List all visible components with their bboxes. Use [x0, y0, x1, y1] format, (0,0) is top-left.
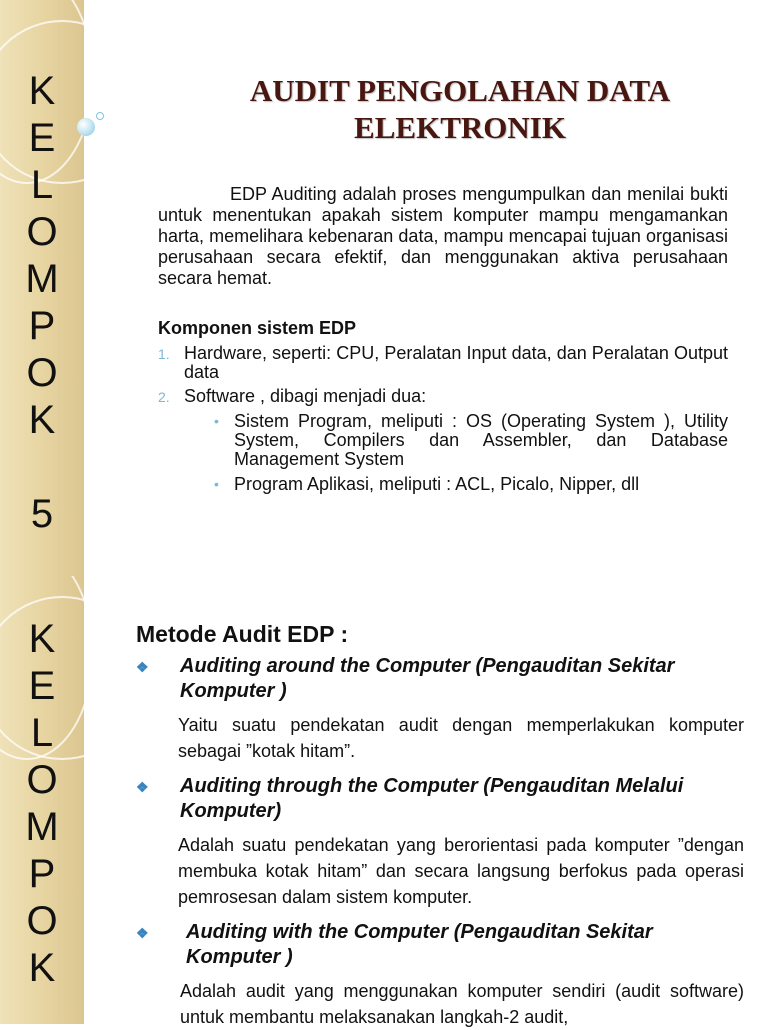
method-description: Yaitu suatu pendekatan audit dengan memperlakukan komputer sebagai ”kotak hitam”. [178, 715, 744, 761]
intro-paragraph: EDP Auditing adalah proses mengumpulkan dan menilai bukti untuk menentukan apakah sistem komputer mampu mengamankan harta, memelihara kebenaran data, mampu mencapai tujuan organisasi perusahaan secara efektif, dan menggunakan aktiva perusahaan secara hemat. [158, 184, 728, 288]
sub-bullet [184, 412, 728, 469]
bullet-dot-icon: • [214, 476, 219, 492]
method-item [136, 774, 744, 910]
vertical-letter [0, 444, 84, 491]
slide-title: AUDIT PENGOLAHAN DATA ELEKTRONIK [249, 73, 671, 145]
method-title-text: Auditing with the Computer (Pengauditan Sekitar Komputer ) [186, 921, 653, 968]
sub-bullet-text: Program Aplikasi, meliputi : ACL, Picalo, Nipper, dll [234, 474, 640, 494]
vertical-letter: K [28, 69, 56, 113]
method-description: Adalah audit yang menggunakan komputer sendiri (audit software) untuk membantu melaksanakan langkah-2 audit, [180, 981, 744, 1027]
method-title [136, 654, 744, 704]
vertical-letter: K [28, 617, 56, 661]
decorative-bubble-icon [77, 118, 95, 136]
list-item [158, 387, 728, 494]
sub-bullet-text: Sistem Program, meliputi : OS (Operating System ), Utility System, Compilers dan Assembler, dan Database Management System [234, 411, 728, 469]
methods-list [136, 654, 744, 1030]
list-number: 1. [158, 346, 170, 362]
method-title [136, 920, 744, 970]
method-item [136, 654, 744, 764]
vertical-letter: 5 [30, 492, 54, 536]
diamond-bullet-icon: ❖ [136, 779, 149, 795]
vertical-letter: L [30, 711, 54, 755]
method-title [136, 774, 744, 824]
divider [84, 0, 86, 576]
decorative-bubble-small-icon [96, 112, 104, 120]
method-item [136, 920, 744, 1030]
component-list [158, 344, 728, 499]
section-subheading: Komponen sistem EDP [158, 318, 357, 338]
methods-heading: Metode Audit EDP : [136, 621, 349, 647]
vertical-letter: M [25, 257, 59, 301]
list-item-text: Hardware, seperti: CPU, Peralatan Input data, dan Peralatan Output data [184, 343, 728, 382]
method-description: Adalah suatu pendekatan yang berorientasi pada komputer ”dengan membuka kotak hitam” dan secara langsung berfokus pada operasi pemrosesan dalam sistem komputer. [178, 835, 744, 907]
method-title-text: Auditing around the Computer (Pengauditan Sekitar Komputer ) [180, 655, 675, 702]
vertical-letter: P [28, 852, 56, 896]
vertical-letter: E [28, 664, 56, 708]
vertical-letter: M [25, 805, 59, 849]
vertical-group-label [0, 68, 84, 538]
vertical-letter: K [28, 398, 56, 442]
vertical-letter: K [28, 946, 56, 990]
method-title-text: Auditing through the Computer (Pengauditan Melalui Komputer) [180, 775, 684, 822]
vertical-letter: O [26, 899, 58, 943]
vertical-letter: O [26, 758, 58, 802]
sub-bullet [184, 475, 728, 494]
vertical-letter: E [28, 116, 56, 160]
vertical-group-label [0, 616, 84, 992]
divider [84, 576, 86, 1024]
vertical-letter: L [30, 163, 54, 207]
vertical-letter: O [26, 210, 58, 254]
bullet-dot-icon: • [214, 413, 219, 429]
diamond-bullet-icon: ❖ [136, 925, 149, 941]
list-item [158, 344, 728, 382]
list-number: 2. [158, 389, 170, 405]
vertical-letter: O [26, 351, 58, 395]
list-item-text: Software , dibagi menjadi dua: [184, 386, 427, 406]
vertical-letter: P [28, 304, 56, 348]
diamond-bullet-icon: ❖ [136, 659, 149, 675]
